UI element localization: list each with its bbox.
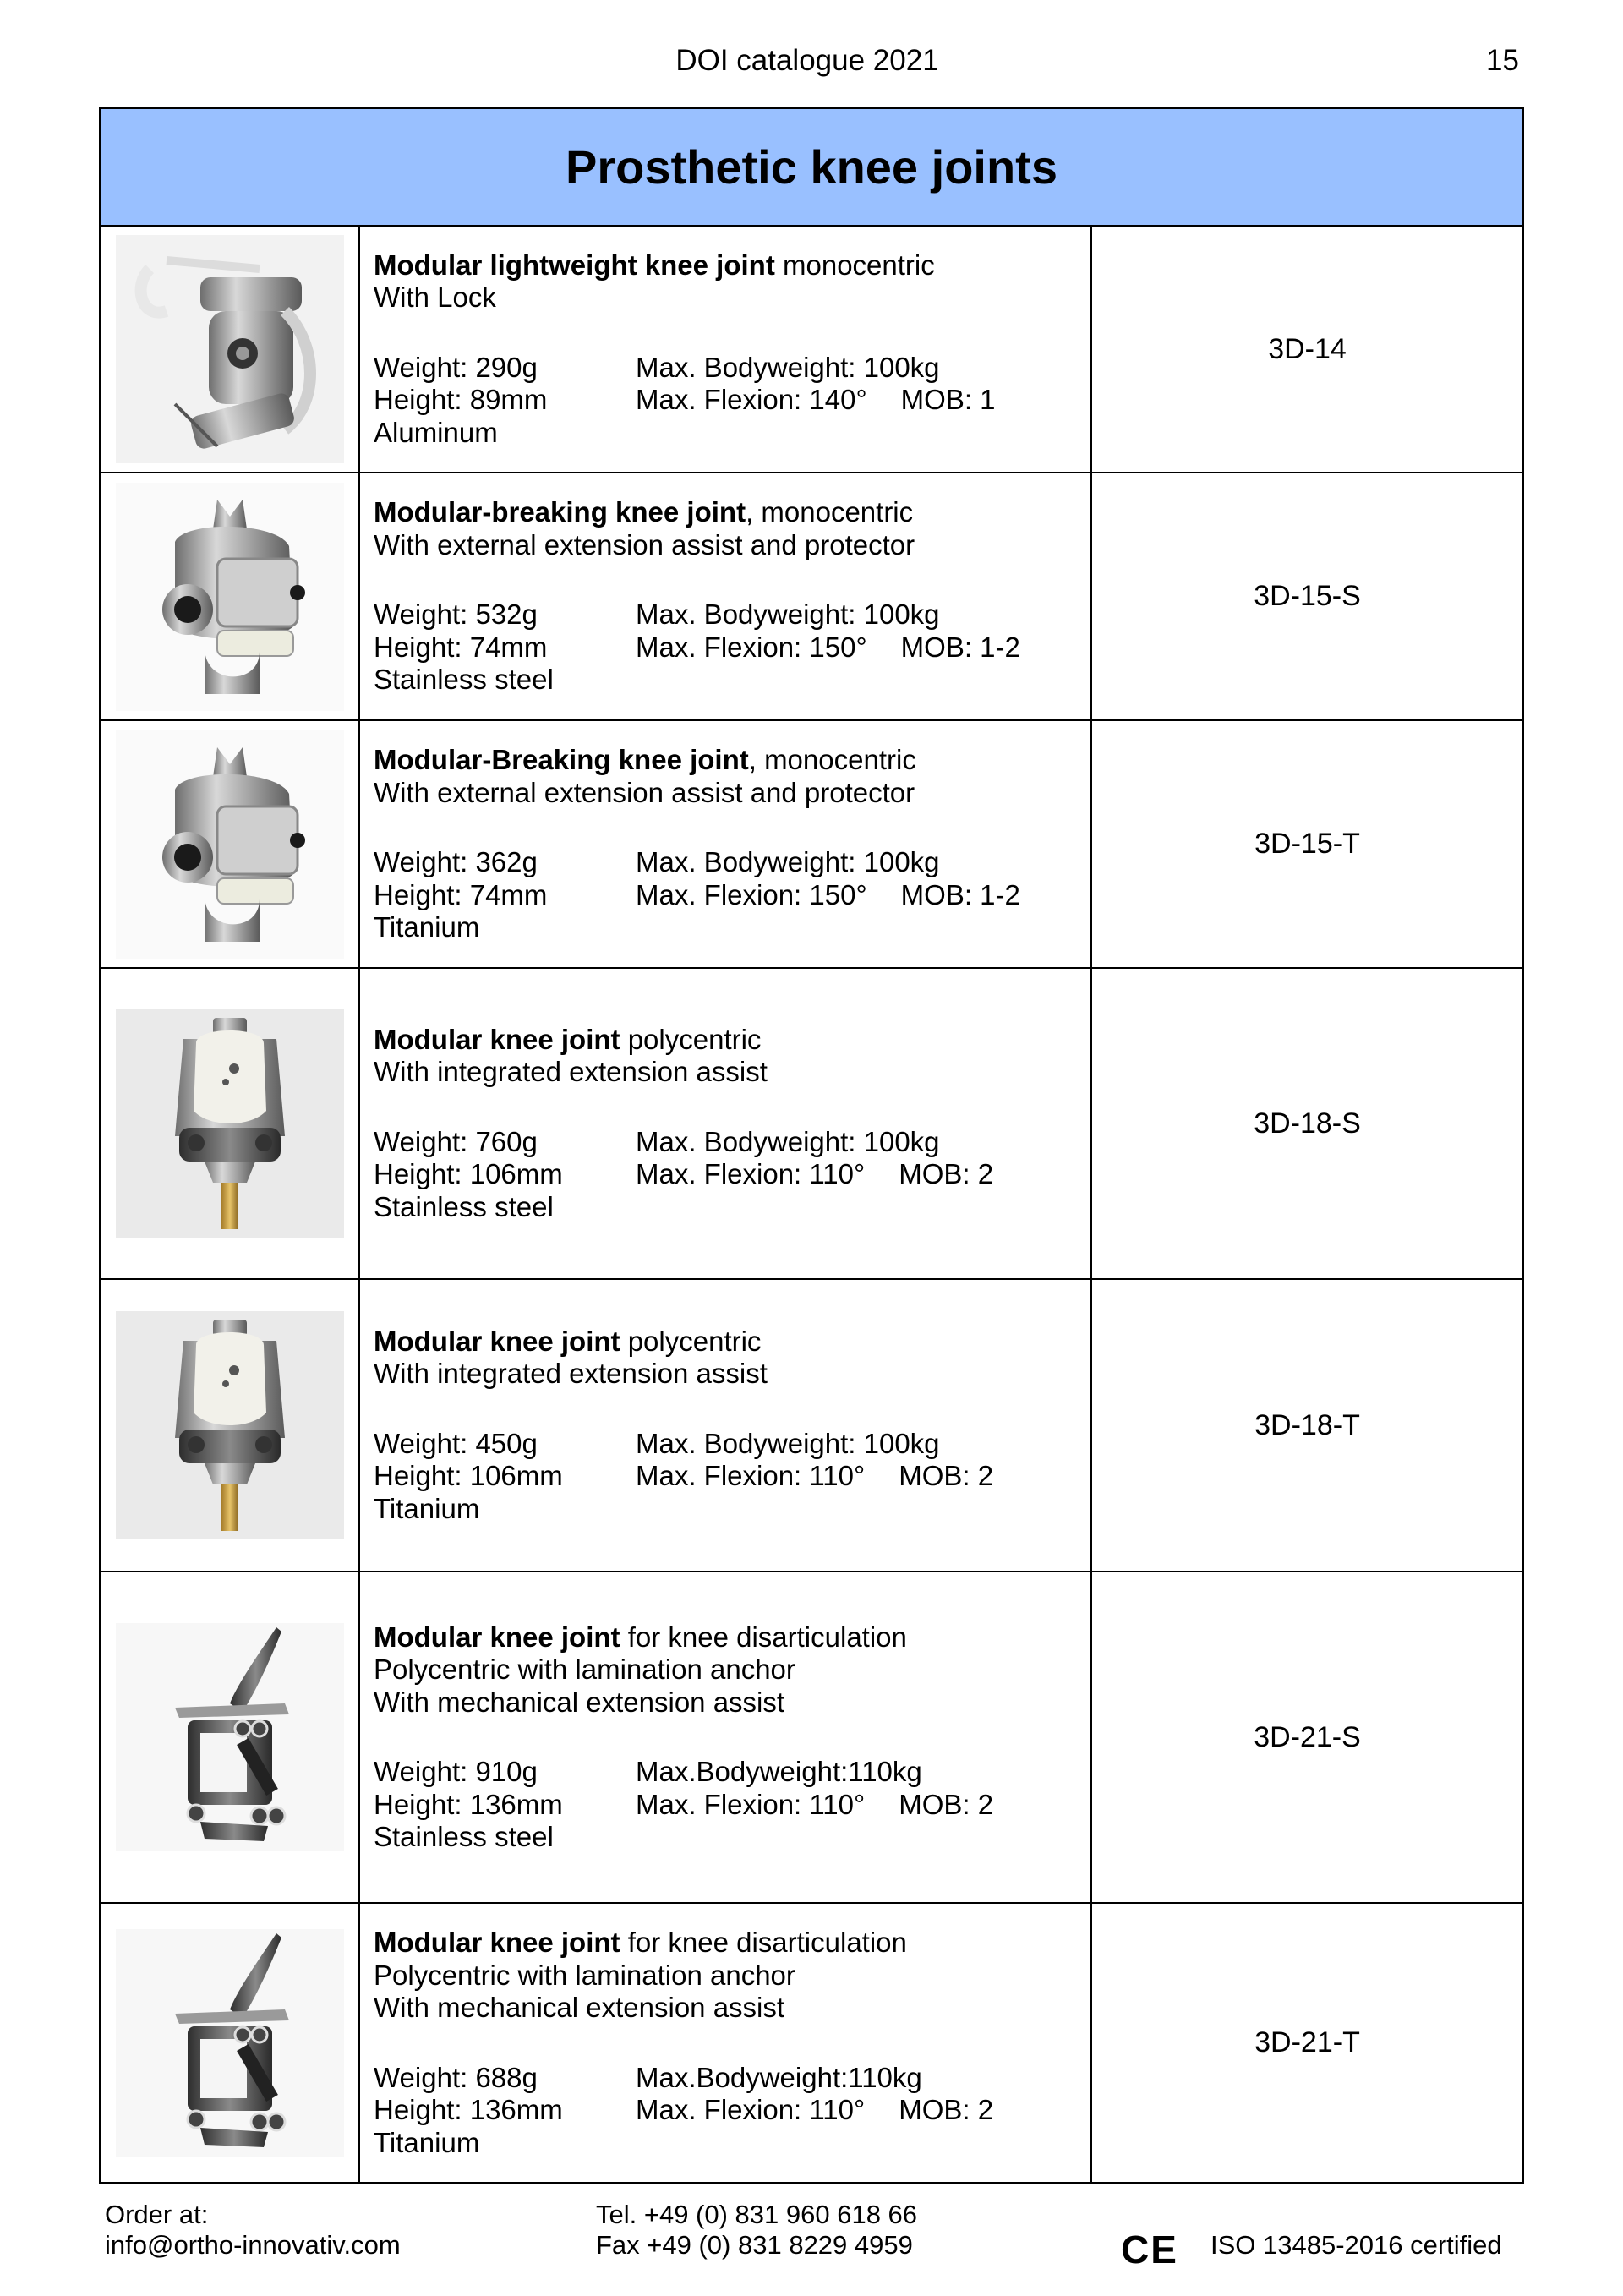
spec-max-bodyweight: Max. Bodyweight: 100kg [636, 1427, 940, 1459]
spec-line-weight [374, 352, 1090, 385]
spec-material: Stainless steel [374, 664, 554, 696]
product-feature: Polycentric with lamination anchor [374, 1959, 795, 1991]
table-heading: Prosthetic knee joints [101, 109, 1522, 227]
spec-max-flexion: Max. Flexion: 110° [636, 1788, 866, 1820]
product-type: polycentric [620, 1023, 762, 1055]
telephone: Tel. +49 (0) 831 960 618 66 [596, 2200, 918, 2229]
spec-height: Height: 106mm [374, 1460, 563, 1492]
product-type: monocentric [774, 249, 935, 281]
spec-max-bodyweight: Max.Bodyweight:110kg [636, 2061, 922, 2093]
spec-mob: MOB: 1-2 [900, 878, 1020, 910]
product-description [360, 969, 1092, 1278]
page-number: 15 [1486, 44, 1519, 77]
spec-mob: MOB: 2 [899, 2094, 994, 2125]
product-image-cell [101, 969, 360, 1278]
spec-material: Titanium [374, 911, 480, 943]
spec-max-bodyweight: Max.Bodyweight:110kg [636, 1756, 922, 1787]
spec-max-bodyweight: Max. Bodyweight: 100kg [636, 846, 940, 878]
spec-weight: Weight: 760g [374, 1125, 538, 1157]
product-type: , monocentric [748, 744, 916, 776]
spec-line-height [374, 1460, 1090, 1493]
spec-spacer [374, 2025, 1090, 2062]
product-feature: With mechanical extension assist [374, 1686, 785, 1718]
product-image-cell [101, 227, 360, 472]
product-row [101, 1904, 1522, 2182]
spec-max-flexion: Max. Flexion: 110° [636, 1158, 866, 1190]
product-row [101, 1280, 1522, 1572]
spec-material: Titanium [374, 2126, 480, 2158]
spec-weight: Weight: 362g [374, 846, 538, 878]
spec-max-bodyweight: Max. Bodyweight: 100kg [636, 1125, 940, 1157]
spec-height: Height: 136mm [374, 1788, 563, 1820]
product-description [360, 1280, 1092, 1571]
product-feature: With Lock [374, 282, 496, 314]
spec-mob: MOB: 2 [899, 1788, 994, 1820]
product-photo [116, 1009, 344, 1238]
spec-line-height [374, 1158, 1090, 1191]
spec-weight: Weight: 532g [374, 599, 538, 631]
product-title [374, 1621, 1090, 1654]
catalog-title: DOI catalogue 2021 [675, 44, 939, 77]
footer [0, 2200, 1623, 2284]
fax: Fax +49 (0) 831 8229 4959 [596, 2230, 913, 2260]
product-title [374, 1927, 1090, 1960]
spec-line-weight [374, 1428, 1090, 1461]
spec-spacer [374, 1719, 1090, 1756]
product-name: Modular knee joint [374, 1023, 620, 1055]
spec-line-weight [374, 599, 1090, 631]
spec-max-flexion: Max. Flexion: 110° [636, 2094, 866, 2125]
spec-max-flexion: Max. Flexion: 150° [636, 631, 867, 663]
product-title [374, 249, 1090, 282]
product-photo [116, 483, 344, 711]
product-code: 3D-18-S [1254, 1107, 1361, 1140]
spec-mob: MOB: 1 [900, 384, 996, 416]
iso-certification: ISO 13485-2016 certified [1210, 2230, 1502, 2260]
product-name: Modular knee joint [374, 1927, 620, 1958]
spec-line-height [374, 879, 1090, 912]
phone-contact [596, 2200, 917, 2260]
product-name: Modular-breaking knee joint [374, 496, 746, 528]
product-name: Modular knee joint [374, 1325, 620, 1357]
spec-max-flexion: Max. Flexion: 140° [636, 384, 867, 416]
spec-weight: Weight: 910g [374, 1756, 538, 1787]
product-row [101, 227, 1522, 473]
product-type: , monocentric [746, 496, 914, 528]
spec-spacer [374, 809, 1090, 846]
spec-line-weight [374, 2062, 1090, 2095]
product-name: Modular knee joint [374, 1621, 620, 1653]
product-type: for knee disarticulation [620, 1621, 907, 1653]
product-title [374, 744, 1090, 777]
spec-max-bodyweight: Max. Bodyweight: 100kg [636, 599, 940, 631]
product-table [99, 107, 1524, 2184]
spec-line-weight [374, 1756, 1090, 1789]
spec-spacer [374, 1391, 1090, 1428]
product-image-cell [101, 721, 360, 967]
product-feature: With external extension assist and protector [374, 776, 915, 808]
product-code: 3D-14 [1268, 332, 1347, 365]
spec-height: Height: 74mm [374, 631, 548, 663]
spec-mob: MOB: 2 [899, 1460, 994, 1492]
spec-height: Height: 136mm [374, 2094, 563, 2125]
spec-spacer [374, 561, 1090, 599]
spec-weight: Weight: 290g [374, 351, 538, 383]
product-image-cell [101, 1280, 360, 1571]
product-feature: With integrated extension assist [374, 1056, 768, 1088]
product-code: 3D-15-S [1254, 580, 1361, 612]
ce-mark-icon: CE [1121, 2228, 1178, 2271]
spec-height: Height: 106mm [374, 1158, 563, 1190]
product-type: polycentric [620, 1325, 762, 1357]
spec-height: Height: 74mm [374, 878, 548, 910]
product-description [360, 473, 1092, 719]
product-row [101, 1572, 1522, 1904]
spec-line-weight [374, 846, 1090, 879]
spec-max-flexion: Max. Flexion: 150° [636, 878, 867, 910]
product-description [360, 1572, 1092, 1902]
product-description [360, 227, 1092, 472]
product-photo [116, 1311, 344, 1539]
product-name: Modular lightweight knee joint [374, 249, 775, 281]
order-label: Order at: [105, 2200, 209, 2229]
spec-line-height [374, 631, 1090, 664]
product-code: 3D-21-T [1254, 2026, 1360, 2058]
product-photo [116, 1623, 344, 1851]
spec-line-height [374, 384, 1090, 417]
spec-material: Stainless steel [374, 1821, 554, 1852]
spec-spacer [374, 1089, 1090, 1126]
product-description [360, 721, 1092, 967]
spec-weight: Weight: 450g [374, 1427, 538, 1459]
product-code: 3D-21-S [1254, 1720, 1361, 1753]
spec-max-flexion: Max. Flexion: 110° [636, 1460, 866, 1492]
product-feature: Polycentric with lamination anchor [374, 1654, 795, 1685]
spec-line-height [374, 1789, 1090, 1822]
spec-material: Titanium [374, 1492, 480, 1524]
product-title [374, 1024, 1090, 1057]
spec-material: Aluminum [374, 416, 498, 448]
product-title [374, 1326, 1090, 1358]
spec-mob: MOB: 1-2 [900, 631, 1020, 663]
product-title [374, 496, 1090, 529]
product-row [101, 969, 1522, 1280]
product-row [101, 721, 1522, 969]
order-contact [105, 2200, 401, 2260]
product-row [101, 473, 1522, 721]
spec-height: Height: 89mm [374, 384, 548, 416]
product-rows [101, 227, 1522, 2182]
product-photo [116, 235, 344, 463]
spec-mob: MOB: 2 [899, 1158, 994, 1190]
product-feature: With integrated extension assist [374, 1358, 768, 1390]
product-image-cell [101, 1904, 360, 2182]
product-feature: With mechanical extension assist [374, 1992, 785, 2023]
spec-spacer [374, 314, 1090, 352]
product-code: 3D-18-T [1254, 1408, 1360, 1441]
product-type: for knee disarticulation [620, 1927, 907, 1958]
product-name: Modular-Breaking knee joint [374, 744, 749, 776]
product-image-cell [101, 473, 360, 719]
spec-line-height [374, 2094, 1090, 2127]
spec-max-bodyweight: Max. Bodyweight: 100kg [636, 351, 940, 383]
spec-material: Stainless steel [374, 1190, 554, 1222]
product-code: 3D-15-T [1254, 828, 1360, 860]
spec-weight: Weight: 688g [374, 2061, 538, 2093]
product-photo [116, 730, 344, 959]
spec-line-weight [374, 1126, 1090, 1159]
order-email[interactable]: info@ortho-innovativ.com [105, 2230, 401, 2260]
product-photo [116, 1929, 344, 2157]
product-image-cell [101, 1572, 360, 1902]
product-description [360, 1904, 1092, 2182]
product-feature: With external extension assist and protector [374, 528, 915, 560]
